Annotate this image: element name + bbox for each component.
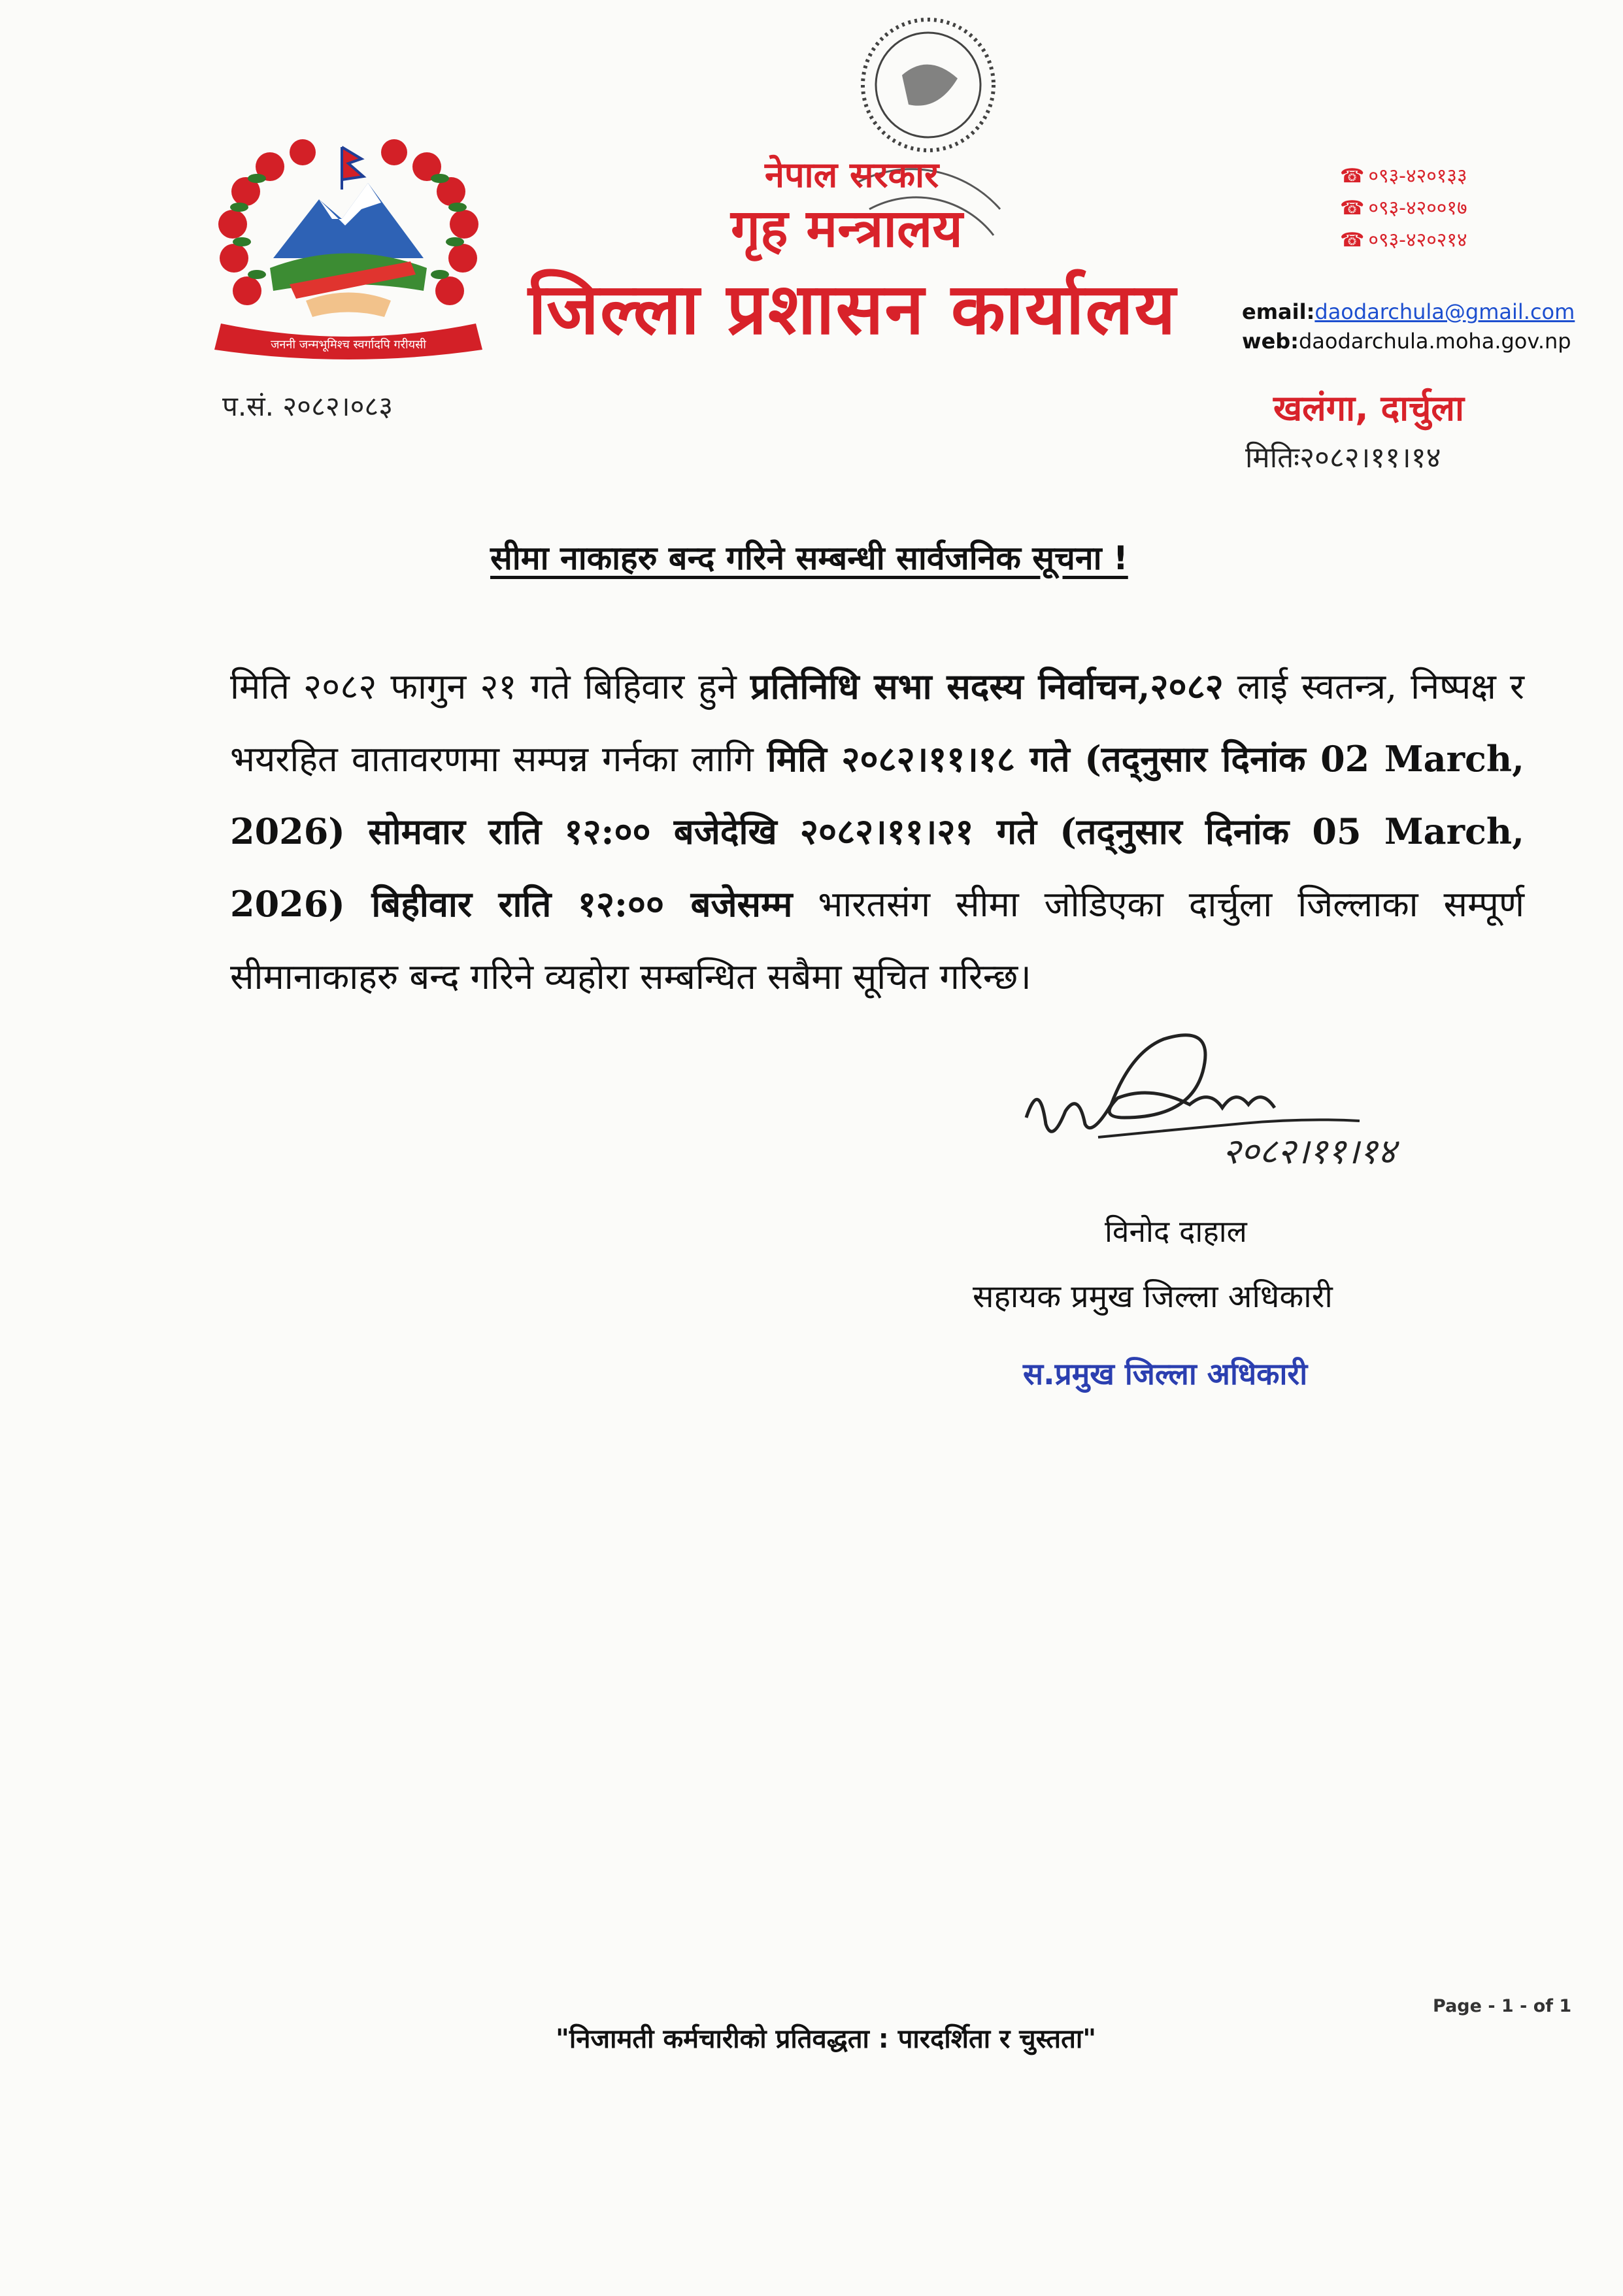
telephone-icon: ☎ xyxy=(1340,197,1365,220)
ministry-heading: गृह मन्त्रालय xyxy=(731,198,963,259)
web-line: web:daodarchula.moha.gov.np xyxy=(1242,329,1571,354)
svg-text:जननी जन्मभूमिश्च स्वर्गादपि गर: जननी जन्मभूमिश्च स्वर्गादपि गरीयसी xyxy=(271,338,426,352)
handwritten-signature xyxy=(1020,1026,1445,1222)
phone-item: ☎ ०९३-४२०२१४ xyxy=(1340,224,1467,256)
government-heading: नेपाल सरकार xyxy=(765,154,939,195)
seal-title-stamp: स.प्रमुख जिल्ला अधिकारी xyxy=(1023,1356,1308,1391)
web-address: daodarchula.moha.gov.np xyxy=(1298,329,1571,354)
reference-number: प.सं. २०८२।०८३ xyxy=(222,390,393,422)
signer-name: विनोद दाहाल xyxy=(1105,1214,1247,1249)
email-line: email:daodarchula@gmail.com xyxy=(1242,299,1575,324)
page-number: Page - 1 - of 1 xyxy=(1433,1996,1572,2016)
letter-date: मितिः२०८२।११।१४ xyxy=(1245,441,1441,474)
phone-item: ☎ ०९३-४२००१७ xyxy=(1340,192,1467,224)
notice-body: मिति २०८२ फागुन २१ गते बिहिवार हुने प्रतिनिधि सभा सदस्य निर्वाचन,२०८२ लाई स्वतन्त्र, निष्पक्ष र भयरहित वातावरणमा सम्पन्न गर्नका लागि मिति २०८२।११।१८ गते (तद्नुसार दिनांक 02 March, 2026) सोमवार राति १२:०० बजेदेखि २०८२।११।२१ गते (तद्नुसार दिनांक 05 March, 2026) बिहीवार राति १२:०० बजेसम्म भारतसंग सीमा जोडिएका दार्चुला जिल्लाका सम्पूर्ण सीमानाकाहरु बन्द गरिने व्यहोरा सम्बन्धित सबैमा सूचित गरिन्छ। xyxy=(230,665,1524,997)
email-link[interactable]: daodarchula@gmail.com xyxy=(1314,299,1575,324)
contact-block xyxy=(1242,297,1575,356)
phone-list xyxy=(1340,160,1467,256)
phone-item: ☎ ०९३-४२०१३३ xyxy=(1340,160,1467,192)
telephone-icon: ☎ xyxy=(1340,229,1365,252)
nepal-emblem-icon xyxy=(208,127,489,369)
office-heading: जिल्ला प्रशासन कार्यालय xyxy=(528,269,1177,350)
office-location: खलंगा, दार्चुला xyxy=(1273,388,1465,429)
telephone-icon: ☎ xyxy=(1340,165,1365,188)
footer-motto: "निजामती कर्मचारीको प्रतिवद्धता : पारदर्शिता र चुस्तता" xyxy=(556,2024,1097,2054)
notice-subject: सीमा नाकाहरु बन्द गरिने सम्बन्धी सार्वजनिक सूचना ! xyxy=(490,539,1128,577)
signer-title: सहायक प्रमुख जिल्ला अधिकारी xyxy=(973,1278,1333,1315)
svg-text:२०८२।११।१४: २०८२।११।१४ xyxy=(1222,1131,1396,1172)
